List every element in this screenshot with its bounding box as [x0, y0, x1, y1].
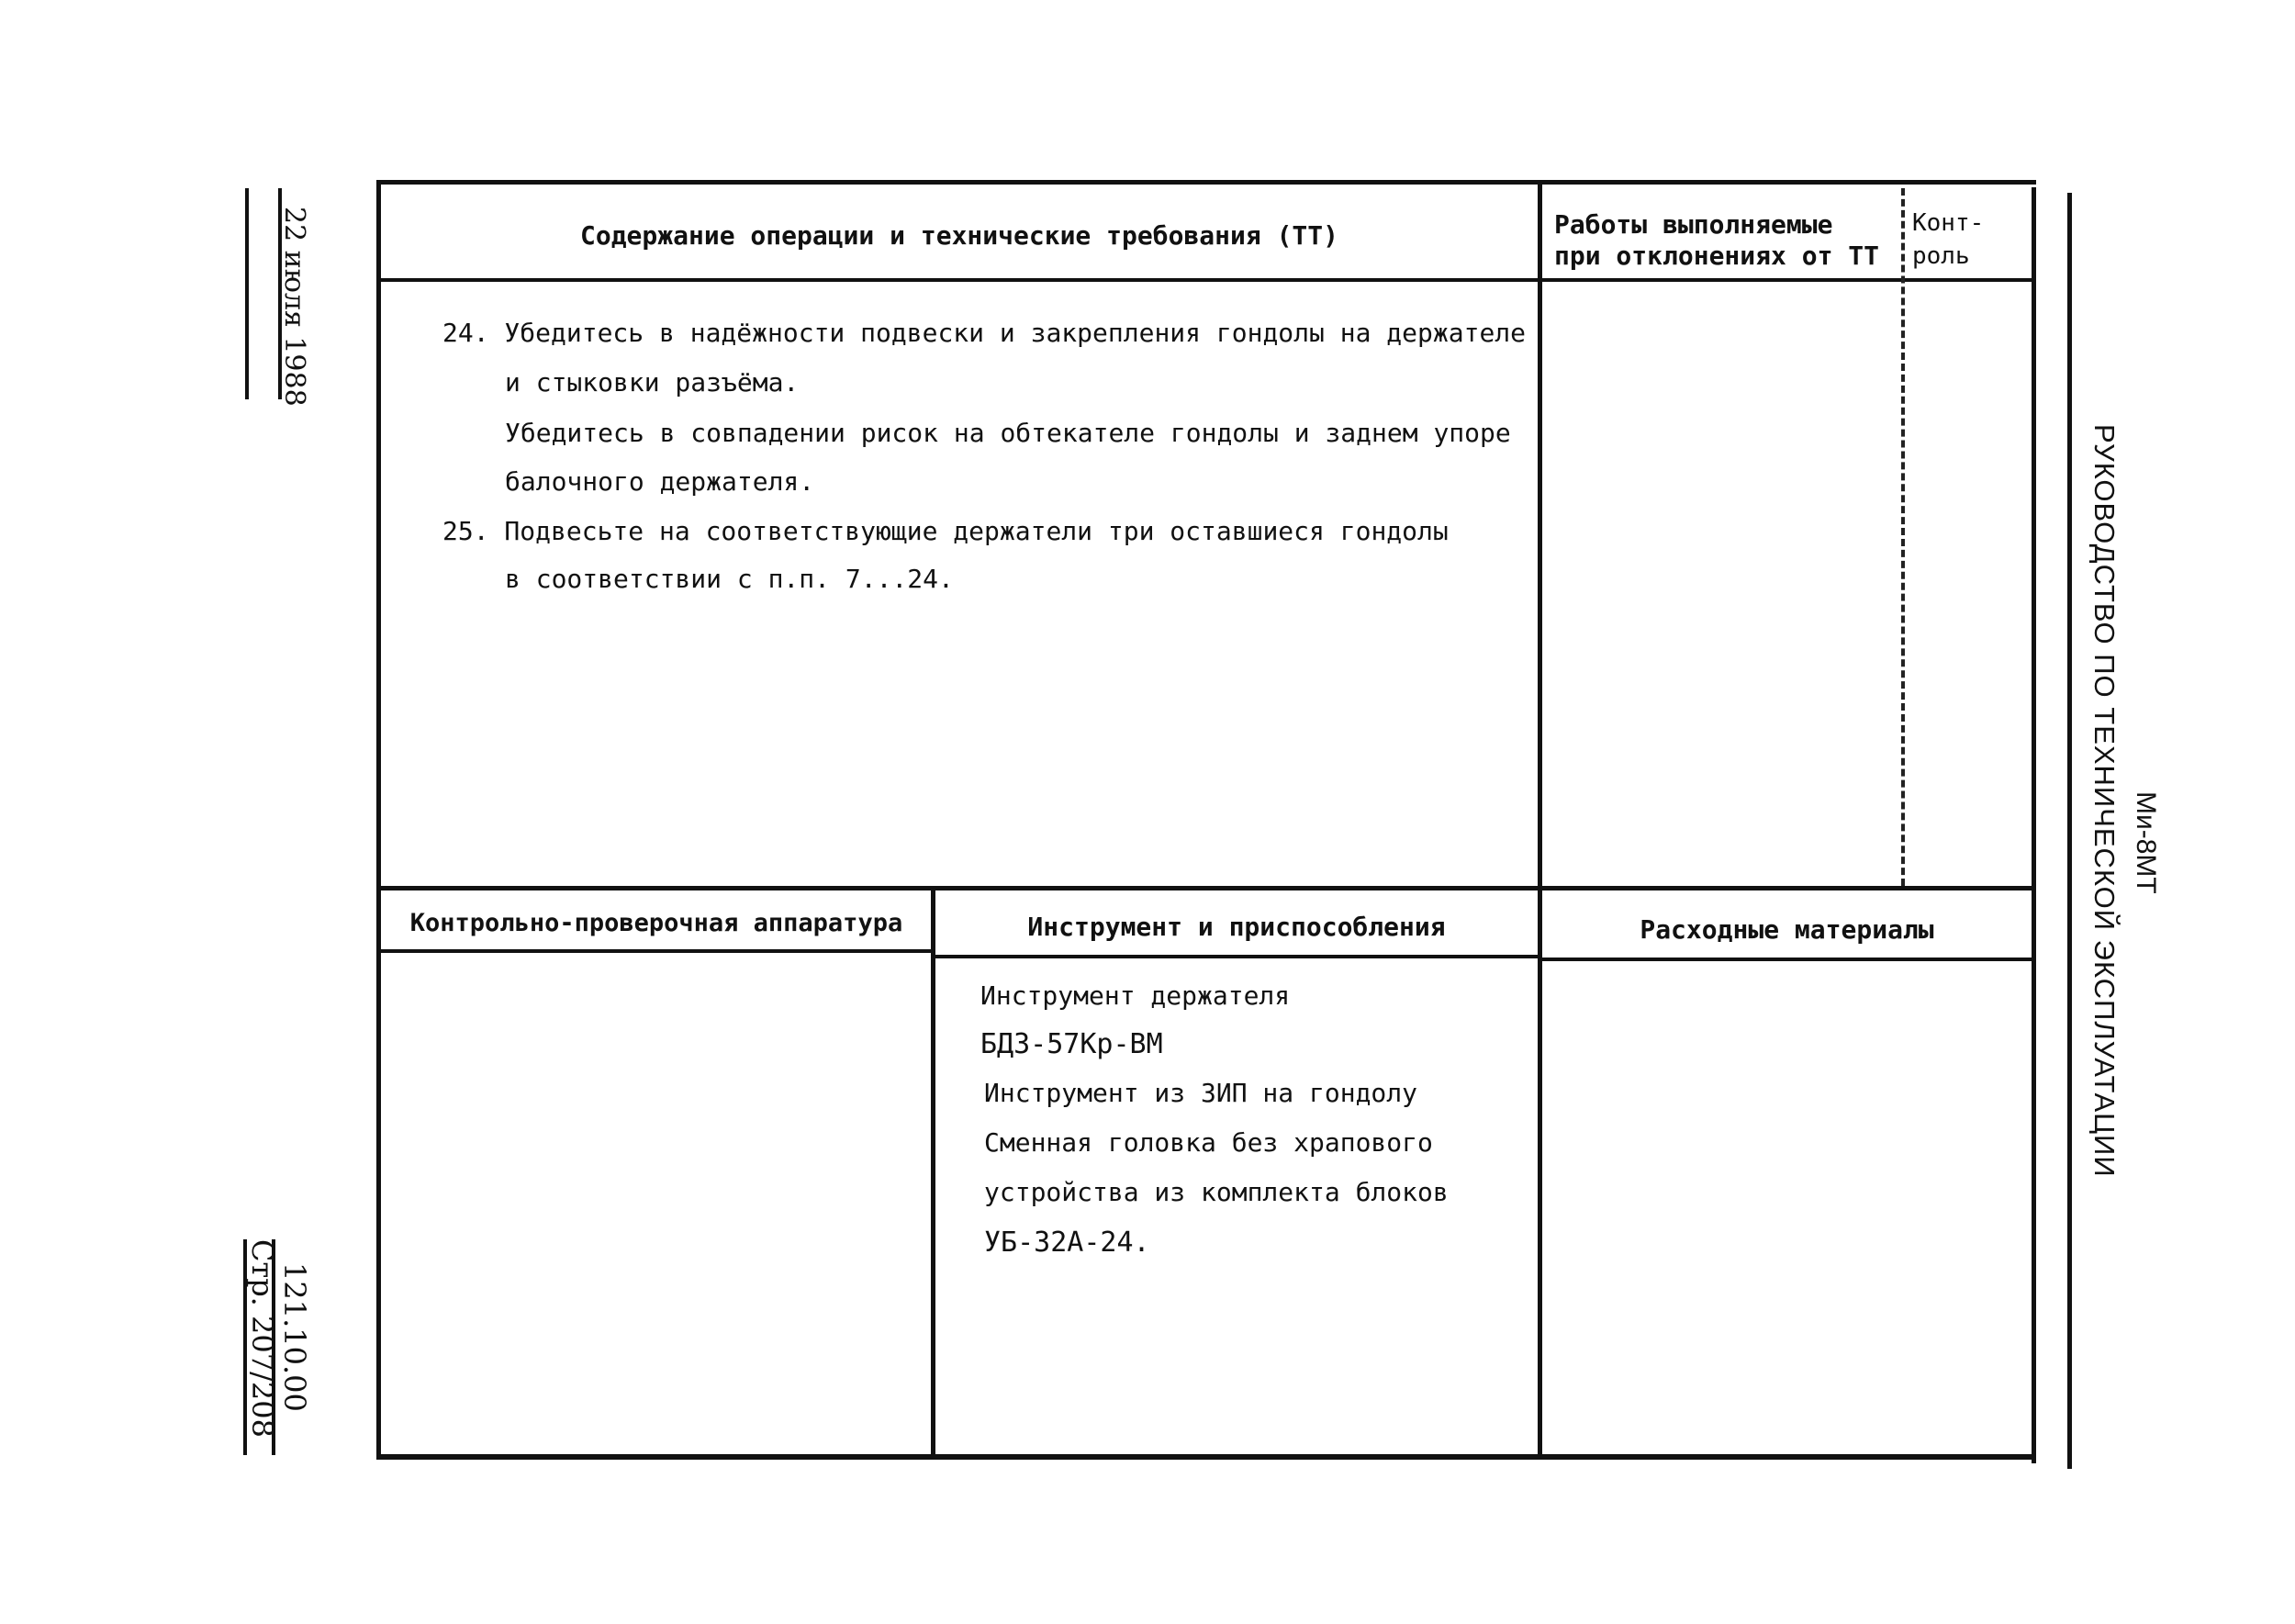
content-line-25: 25. Подвесьте на соответствующие держатели три оставшиеся гондолы — [442, 516, 1449, 546]
top-header-divider — [376, 278, 2036, 282]
tools-line-2: БДЗ-57Кр-ВМ — [980, 1028, 1163, 1060]
col-divider-control — [1901, 188, 1905, 886]
doc-number: 121.10.00 — [277, 1262, 312, 1412]
content-line-24-check: Убедитесь в совпадении рисок на обтекателе гондолы и заднем упоре — [505, 418, 1511, 448]
col-divider-equipment-tools — [931, 886, 935, 1458]
right-border-rule — [2067, 193, 2072, 1469]
section-divider — [376, 886, 2036, 890]
tools-line-4: Сменная головка без храпового — [984, 1127, 1433, 1158]
table-left-border — [376, 180, 381, 1459]
header-deviations-line2: при отклонениях от ТТ — [1554, 241, 1880, 271]
table-right-border — [2032, 187, 2036, 1463]
tools-line-6: УБ-32А-24. — [984, 1226, 1150, 1259]
header-content: Содержание операции и технические требования (ТТ) — [579, 220, 1338, 251]
tools-line-3: Инструмент из ЗИП на гондолу — [984, 1078, 1418, 1108]
manual-title: РУКОВОДСТВО ПО ТЕХНИЧЕСКОЙ ЭКСПЛУАТАЦИИ — [2088, 424, 2121, 1178]
date-rule-left — [245, 188, 249, 399]
header-control-line2: роль — [1912, 242, 1970, 270]
table-top-border — [376, 180, 2036, 185]
tools-line-1: Инструмент держателя — [980, 980, 1291, 1011]
aircraft-designation: Ми-8МТ — [2131, 791, 2161, 894]
header-equipment: Контрольно-проверочная аппаратура — [409, 909, 903, 937]
date-stamp: 22 июля 1988 — [278, 207, 310, 407]
header-materials: Расходные материалы — [1640, 914, 1934, 945]
header-deviations-line1: Работы выполняемые — [1554, 209, 1833, 240]
content-line-25-cont: в соответствии с п.п. 7...24. — [505, 564, 954, 594]
bottom-header-divider-left — [376, 949, 935, 953]
table-bottom-border — [376, 1454, 2036, 1460]
content-line-24: 24. Убедитесь в надёжности подвески и закрепления гондолы на держателе — [442, 318, 1527, 348]
col-divider-deviations — [1538, 180, 1542, 1459]
page-number: Стр. 207/208 — [245, 1239, 280, 1438]
tools-line-5: устройства из комплекта блоков — [984, 1177, 1449, 1207]
header-tools: Инструмент и приспособления — [1027, 912, 1446, 942]
bottom-header-divider-mid — [935, 955, 1540, 958]
bottom-header-divider-right — [1540, 958, 2036, 961]
content-line-24-check-cont: балочного держателя. — [505, 466, 815, 497]
content-line-24-cont: и стыковки разъёма. — [505, 367, 800, 398]
header-control-line1: Конт- — [1912, 209, 1985, 237]
